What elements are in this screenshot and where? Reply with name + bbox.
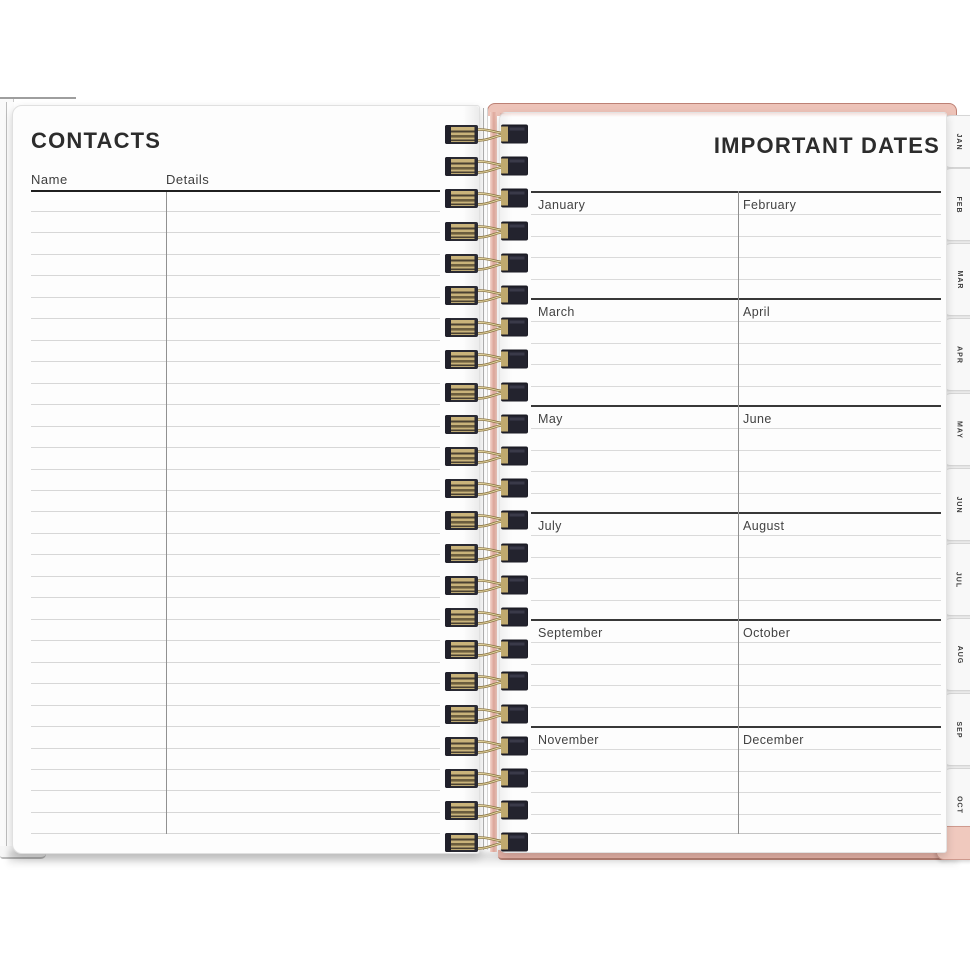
month-rule-line <box>736 386 941 387</box>
month-row <box>531 405 941 512</box>
ruled-line <box>31 254 440 255</box>
header-rule <box>31 190 440 192</box>
month-cell-february <box>736 193 941 298</box>
month-cell-november <box>531 728 736 833</box>
month-rule-line <box>531 771 736 772</box>
month-rule-line <box>736 664 941 665</box>
month-rule-line <box>736 493 941 494</box>
ruled-line <box>31 726 440 727</box>
edge-tab-label: AUG <box>955 645 963 664</box>
binding-coil <box>444 312 534 342</box>
month-rule-line <box>736 279 941 280</box>
edge-tab-label: FEB <box>955 196 962 213</box>
month-label: September <box>538 626 603 640</box>
month-rule-line <box>736 450 941 451</box>
month-label: June <box>743 412 772 426</box>
month-rule-line <box>531 578 736 579</box>
binding-coil <box>444 183 534 213</box>
month-cell-july <box>531 514 736 619</box>
month-label: November <box>538 733 599 747</box>
month-rule-line <box>531 236 736 237</box>
month-rule-line <box>531 642 736 643</box>
month-label: July <box>538 519 562 533</box>
ruled-line <box>31 404 440 405</box>
ruled-line <box>31 769 440 770</box>
edge-tab-label: JUL <box>954 571 962 588</box>
month-label: October <box>743 626 791 640</box>
contacts-title: CONTACTS <box>31 128 162 153</box>
month-row <box>531 619 941 726</box>
ruled-line <box>31 469 440 470</box>
month-rule-line <box>736 535 941 536</box>
month-row <box>531 512 941 619</box>
ruled-line <box>31 340 440 341</box>
ruled-line <box>31 705 440 706</box>
binding-coil <box>444 602 534 632</box>
binding-coil <box>444 763 534 793</box>
binding-coil <box>444 666 534 696</box>
edge-tab-label: SEP <box>955 720 963 739</box>
month-cell-september <box>531 621 736 726</box>
binding-coil <box>444 731 534 761</box>
month-cell-june <box>736 407 941 512</box>
month-rows <box>531 191 941 833</box>
ruled-line <box>31 426 440 427</box>
month-label: December <box>743 733 804 747</box>
ruled-line <box>31 297 440 298</box>
month-rule-line <box>736 814 941 815</box>
ruled-line <box>31 361 440 362</box>
ruled-line <box>31 683 440 684</box>
column-header-name: Name <box>31 172 68 187</box>
month-label: August <box>743 519 785 533</box>
month-cell-april <box>736 300 941 405</box>
important-dates-title: IMPORTANT DATES <box>713 133 940 158</box>
ruled-line <box>31 511 440 512</box>
edge-tab-label: APR <box>955 345 963 364</box>
ruled-line <box>31 318 440 319</box>
month-cell-december <box>736 728 941 833</box>
ruled-line <box>31 490 440 491</box>
ruled-line <box>31 447 440 448</box>
binding-coil <box>444 827 534 857</box>
binding-coil <box>444 216 534 246</box>
edge-tab-label: JUN <box>955 495 963 514</box>
important-dates-page <box>499 112 947 853</box>
ruled-line <box>31 554 440 555</box>
month-rule-line <box>531 707 736 708</box>
month-row <box>531 298 941 405</box>
month-rule-line <box>531 364 736 365</box>
binding-coil <box>444 634 534 664</box>
month-rule-line <box>736 578 941 579</box>
month-rule-line <box>531 428 736 429</box>
month-row <box>531 191 941 298</box>
binding-coil <box>444 538 534 568</box>
binding-coil <box>444 699 534 729</box>
binding-coil <box>444 151 534 181</box>
month-rule-line <box>736 600 941 601</box>
month-rule-line <box>736 343 941 344</box>
ruled-line <box>31 383 440 384</box>
edge-tab-label: MAY <box>955 420 963 439</box>
month-rule-line <box>531 557 736 558</box>
month-label: April <box>743 305 771 319</box>
month-rule-line <box>531 321 736 322</box>
month-rule-line <box>736 321 941 322</box>
month-rule-line <box>736 257 941 258</box>
ruled-line <box>31 597 440 598</box>
column-divider <box>166 192 167 834</box>
ruled-line <box>31 833 440 834</box>
binding-coil <box>444 409 534 439</box>
month-label: January <box>538 198 586 212</box>
month-rule-line <box>736 792 941 793</box>
binding-coil <box>444 344 534 374</box>
month-rule-line <box>736 707 941 708</box>
month-rule-line <box>531 450 736 451</box>
month-rule-line <box>531 343 736 344</box>
month-rule-line <box>531 814 736 815</box>
month-cell-march <box>531 300 736 405</box>
month-cell-august <box>736 514 941 619</box>
ruled-line <box>31 662 440 663</box>
month-rule-line <box>531 600 736 601</box>
binding-coil <box>444 119 534 149</box>
month-cell-may <box>531 407 736 512</box>
month-label: March <box>538 305 575 319</box>
binding-coil <box>444 248 534 278</box>
month-cell-october <box>736 621 941 726</box>
month-rule-line <box>531 664 736 665</box>
month-rule-line <box>736 749 941 750</box>
binding-coil <box>444 441 534 471</box>
binding-coil <box>444 505 534 535</box>
month-rule-line <box>736 214 941 215</box>
month-rule-line <box>531 257 736 258</box>
month-rule-line <box>531 214 736 215</box>
month-label: May <box>538 412 563 426</box>
month-rule-line <box>736 428 941 429</box>
month-rule-line <box>736 236 941 237</box>
edge-tab-label: JAN <box>955 132 963 151</box>
ruled-line <box>31 211 440 212</box>
month-row <box>531 726 941 833</box>
ruled-line <box>31 640 440 641</box>
binding-coil <box>444 377 534 407</box>
month-rule-line <box>531 493 736 494</box>
month-rule-line <box>531 386 736 387</box>
month-cell-january <box>531 193 736 298</box>
ruled-line <box>31 748 440 749</box>
grid-divider <box>738 191 739 834</box>
month-rule-line <box>531 535 736 536</box>
edge-tab-label: MAR <box>955 270 963 289</box>
column-header-details: Details <box>166 172 210 187</box>
contacts-page <box>12 105 480 854</box>
ruled-line <box>31 576 440 577</box>
month-rule-line <box>736 685 941 686</box>
month-rule-line <box>736 364 941 365</box>
month-rule-line <box>736 557 941 558</box>
month-rule-line <box>531 471 736 472</box>
binding-coil <box>444 280 534 310</box>
ruled-line <box>31 533 440 534</box>
month-rule-line <box>736 471 941 472</box>
month-rule-line <box>531 792 736 793</box>
ruled-line <box>31 275 440 276</box>
binding-coil <box>444 570 534 600</box>
ruled-line <box>31 619 440 620</box>
months-grid <box>531 191 941 834</box>
ruled-line <box>31 790 440 791</box>
binding-coil <box>444 795 534 825</box>
month-label: February <box>743 198 797 212</box>
month-rule-line <box>531 749 736 750</box>
month-rule-line <box>531 685 736 686</box>
ruled-line <box>31 812 440 813</box>
month-rule-line <box>736 771 941 772</box>
month-rule-line <box>736 642 941 643</box>
edge-tab-label: OCT <box>955 795 963 814</box>
month-rule-line <box>531 279 736 280</box>
ruled-line <box>31 232 440 233</box>
binding-coil <box>444 473 534 503</box>
